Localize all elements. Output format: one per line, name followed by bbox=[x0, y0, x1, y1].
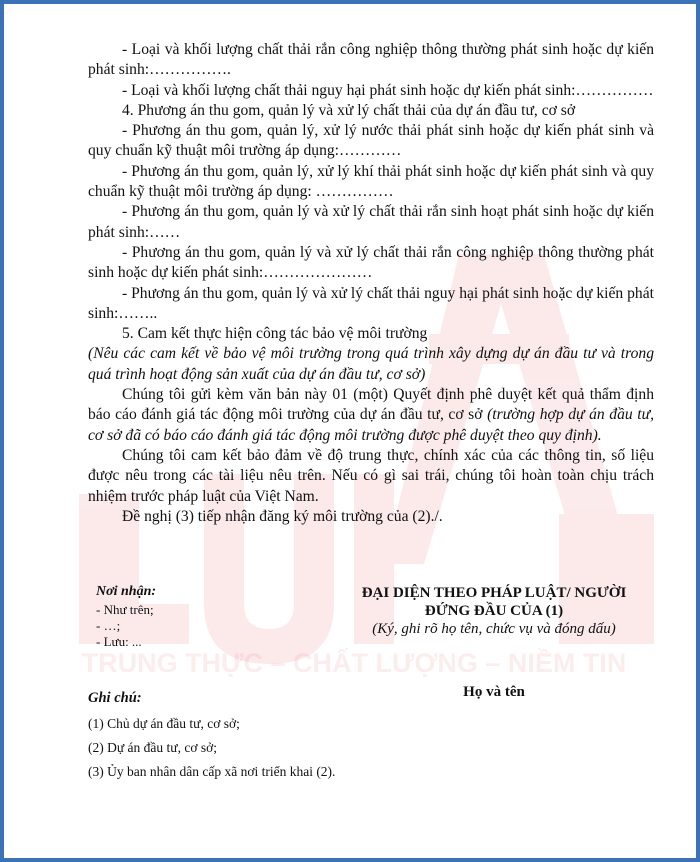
line-emission-plan: - Phương án thu gom, quản lý, xử lý khí thải phát sinh hoặc dự kiến phát sinh và quy chuẩn kỹ thuật môi trường áp dụng: …………… bbox=[88, 162, 654, 201]
attachment-text: Chúng tôi gửi kèm văn bản này 01 (một) Quyết định phê duyệt kết quả thẩm định báo cáo đánh giá tác động môi trường của dự án đầu tư, cơ sở bbox=[88, 386, 654, 424]
recipients-heading: Nơi nhận: bbox=[96, 584, 157, 599]
signer-name-placeholder: Họ và tên bbox=[463, 684, 525, 700]
signer-title-line-1: ĐẠI DIỆN THEO PHÁP LUẬT/ NGƯỜI bbox=[361, 585, 627, 601]
recipient-item: - …; bbox=[96, 618, 121, 633]
signer-instruction: (Ký, ghi rõ họ tên, chức vụ và đóng dấu) bbox=[372, 621, 616, 637]
section-5-heading: 5. Cam kết thực hiện công tác bảo vệ môi trường bbox=[122, 325, 428, 343]
watermark-slogan: TRUNG THỰC – CHẤT LƯỢNG – NIỀM TIN bbox=[81, 648, 627, 678]
line-wastewater-plan: - Phương án thu gom, quản lý, xử lý nước thải phát sinh hoặc dự kiến phát sinh và quy chuẩn kỹ thuật môi trường áp dụng:………… bbox=[88, 122, 654, 160]
signer-block bbox=[329, 584, 659, 701]
document-body bbox=[88, 40, 654, 527]
line-industrial-waste-plan: - Phương án thu gom, quản lý và xử lý chất thải rắn công nghiệp thông thường phát sinh hoặc dự kiến phát sinh:………………… bbox=[88, 243, 654, 282]
section-4-heading: 4. Phương án thu gom, quản lý và xử lý chất thải của dự án đầu tư, cơ sở bbox=[122, 101, 576, 119]
note-item: (3) Ủy ban nhân dân cấp xã nơi triển khai (2). bbox=[88, 764, 336, 779]
line-hazardous-waste: - Loại và khối lượng chất thải nguy hại phát sinh hoặc dự kiến phát sinh:…………… bbox=[122, 81, 654, 99]
notes-heading: Ghi chú: bbox=[88, 690, 142, 706]
recipient-item: - Như trên; bbox=[96, 602, 154, 617]
recipients-block bbox=[96, 584, 316, 650]
commitment-paragraph: Chúng tôi cam kết bảo đảm về độ trung thực, chính xác của các thông tin, số liệu được nêu trong các tài liệu nêu trên. Nếu có gì sai trái, chúng tôi hoàn toàn chịu trách nhiệm trước pháp luật của Việt Nam. bbox=[88, 446, 654, 505]
signer-title-line-2: ĐỨNG ĐẦU CỦA (1) bbox=[424, 603, 564, 619]
attachment-note: (trường hợp dự án đầu tư, cơ sở đã có báo cáo đánh giá tác động môi trường được phê duyệt theo quy định). bbox=[88, 406, 654, 444]
note-item: (2) Dự án đầu tư, cơ sở; bbox=[88, 740, 218, 755]
line-solid-waste-normal: - Loại và khối lượng chất thải rắn công nghiệp thông thường phát sinh hoặc dự kiến phát sinh:……………. bbox=[88, 41, 654, 79]
line-hazardous-waste-plan: - Phương án thu gom, quản lý và xử lý chất thải nguy hại phát sinh hoặc dự kiến phát sinh:…….. bbox=[88, 284, 654, 322]
notes-section bbox=[88, 690, 648, 787]
attachment-paragraph bbox=[88, 385, 654, 446]
line-domestic-waste-plan: - Phương án thu gom, quản lý và xử lý chất thải rắn sinh hoạt phát sinh hoặc dự kiến phát sinh:…… bbox=[88, 203, 654, 241]
note-item: (1) Chủ dự án đầu tư, cơ sở; bbox=[88, 716, 240, 731]
section-5-instruction: (Nêu các cam kết về bảo vệ môi trường trong quá trình xây dựng dự án đầu tư và trong quá trình hoạt động sản xuất của dự án đầu tư, cơ sở) bbox=[88, 345, 654, 383]
request-paragraph: Đề nghị (3) tiếp nhận đăng ký môi trường của (2)./. bbox=[122, 507, 443, 525]
recipient-item: - Lưu: ... bbox=[96, 634, 142, 649]
